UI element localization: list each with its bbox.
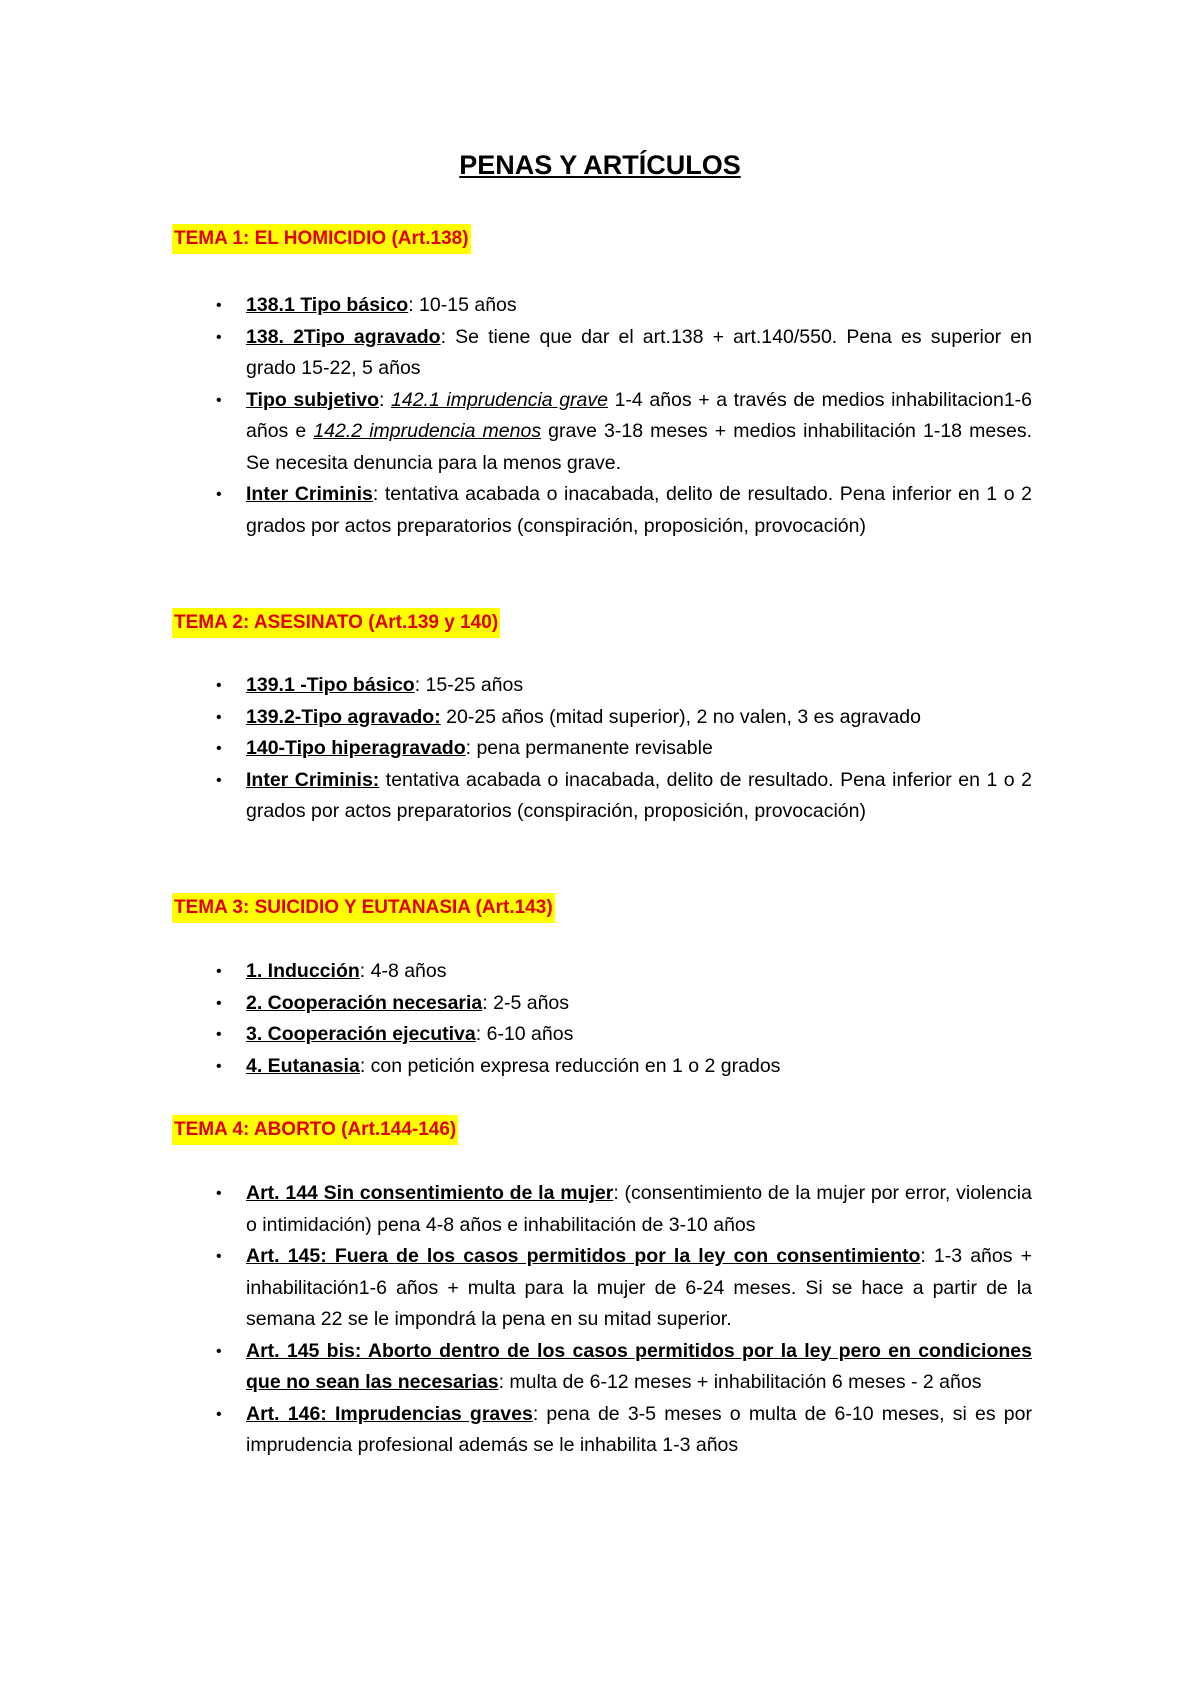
list-item [172, 1178, 1032, 1241]
item-term: 140-Tipo hiperagravado [246, 737, 466, 759]
item-text: : (consentimiento de la mujer por error, violencia o intimidación) pena 4-8 años e inhabilitación de 3-10 años [246, 1182, 1032, 1236]
list-item [172, 385, 1032, 480]
item-text: : con petición expresa reducción en 1 o 2 grados [359, 1054, 781, 1077]
item-text: 20-25 años (mitad superior), 2 no valen, 3 es agravado [440, 705, 921, 728]
bullet: • [216, 328, 222, 346]
item-text: : 1-3 años + inhabilitación1-6 años + multa para la mujer de 6-24 meses. Si se hace a partir de la semana 22 se le impondrá la pena en su mitad superior. [246, 1245, 1032, 1330]
item-text: : 4-8 años [359, 960, 447, 982]
tema-1-list [172, 290, 1032, 542]
bullet: • [216, 963, 222, 980]
bullet: • [216, 391, 222, 409]
list-item [172, 702, 1032, 734]
item-text: : Se tiene que dar el art.138 + art.140/550. Pena es superior en grado 15-22, 5 años [246, 325, 1032, 379]
bullet: • [216, 708, 222, 726]
bullet: • [216, 1057, 222, 1075]
list-item [172, 956, 1032, 988]
item-term: 4. Eutanasia [246, 1054, 360, 1077]
bullet: • [216, 994, 222, 1012]
item-text: : 6-10 años [475, 1023, 574, 1045]
list-item [172, 733, 1032, 765]
bullet: • [216, 1185, 222, 1202]
item-term: 139.1 -Tipo básico [246, 674, 415, 696]
item-term: 139.2-Tipo agravado: [246, 705, 441, 728]
item-text: : 2-5 años [482, 991, 570, 1014]
item-term: 2. Cooperación necesaria [246, 991, 483, 1014]
item-term: Inter Criminis: [246, 768, 380, 791]
list-item [172, 290, 1032, 322]
item-text: : pena de 3-5 meses o multa de 6-10 meses, si es por imprudencia profesional además se le inhabilita 1-3 años [246, 1402, 1032, 1456]
bullet: • [216, 1026, 222, 1043]
item-text: : 15-25 años [414, 674, 524, 696]
item-term: 3. Cooperación ejecutiva [246, 1023, 476, 1045]
item-text: grave 3-18 meses + medios inhabilitación 1-18 meses. Se necesita denuncia para la menos grave. [246, 420, 1032, 474]
bullet: • [216, 771, 222, 789]
item-text: tentativa acabada o inacabada, delito de resultado. Pena inferior en 1 o 2 grados por actos preparatorios (conspiración, proposición, provocación) [246, 768, 1032, 822]
item-text: 1-4 años + a través de medios inhabilitacion1-6 años e [246, 388, 1032, 442]
item-term: Art. 145 bis: Aborto dentro de los casos permitidos por la ley pero en condiciones que no sean las necesarias [246, 1339, 1032, 1393]
item-text: : [379, 388, 392, 411]
item-term: 1. Inducción [246, 960, 360, 982]
item-term: 138.1 Tipo básico [246, 294, 409, 316]
item-term: Art. 145: Fuera de los casos permitidos por la ley con consentimiento [246, 1245, 921, 1267]
item-term: 138. 2Tipo agravado [246, 325, 441, 348]
item-term: Tipo subjetivo [246, 388, 379, 411]
item-text: : tentativa acabada o inacabada, delito de resultado. Pena inferior en 1 o 2 grados por actos preparatorios (conspiración, proposición, provocación) [246, 483, 1032, 537]
item-text: : pena permanente revisable [465, 737, 713, 759]
bullet: • [216, 486, 222, 503]
tema-3-list [172, 956, 1032, 1082]
list-item [172, 1051, 1032, 1083]
list-item [172, 1019, 1032, 1051]
section-heading-tema-2: TEMA 2: ASESINATO (Art.139 y 140) [172, 608, 500, 638]
list-item [172, 1241, 1032, 1336]
item-reference: 142.1 imprudencia grave [391, 388, 608, 411]
section-heading-tema-4: TEMA 4: ABORTO (Art.144-146) [172, 1115, 458, 1145]
section-heading-tema-3: TEMA 3: SUICIDIO Y EUTANASIA (Art.143) [172, 893, 555, 923]
section-heading-tema-1: TEMA 1: EL HOMICIDIO (Art.138) [172, 224, 471, 254]
bullet: • [216, 677, 222, 694]
list-item [172, 988, 1032, 1020]
tema-4-list [172, 1178, 1032, 1462]
bullet: • [216, 1405, 222, 1423]
list-item [172, 1336, 1032, 1399]
tema-2-list [172, 670, 1032, 828]
bullet: • [216, 1248, 222, 1265]
bullet: • [216, 1342, 222, 1360]
item-term: Art. 144 Sin consentimiento de la mujer [246, 1182, 614, 1204]
item-text: : 10-15 años [408, 294, 517, 316]
list-item [172, 670, 1032, 702]
bullet: • [216, 297, 222, 314]
list-item [172, 322, 1032, 385]
list-item [172, 1399, 1032, 1462]
list-item [172, 765, 1032, 828]
item-reference: 142.2 imprudencia menos [313, 420, 542, 442]
item-term: Art. 146: Imprudencias graves [246, 1402, 533, 1425]
bullet: • [216, 740, 222, 757]
item-text: : multa de 6-12 meses + inhabilitación 6 meses - 2 años [498, 1371, 982, 1393]
list-item [172, 479, 1032, 542]
item-term: Inter Criminis [246, 483, 373, 505]
page-title: PENAS Y ARTÍCULOS [459, 150, 741, 180]
